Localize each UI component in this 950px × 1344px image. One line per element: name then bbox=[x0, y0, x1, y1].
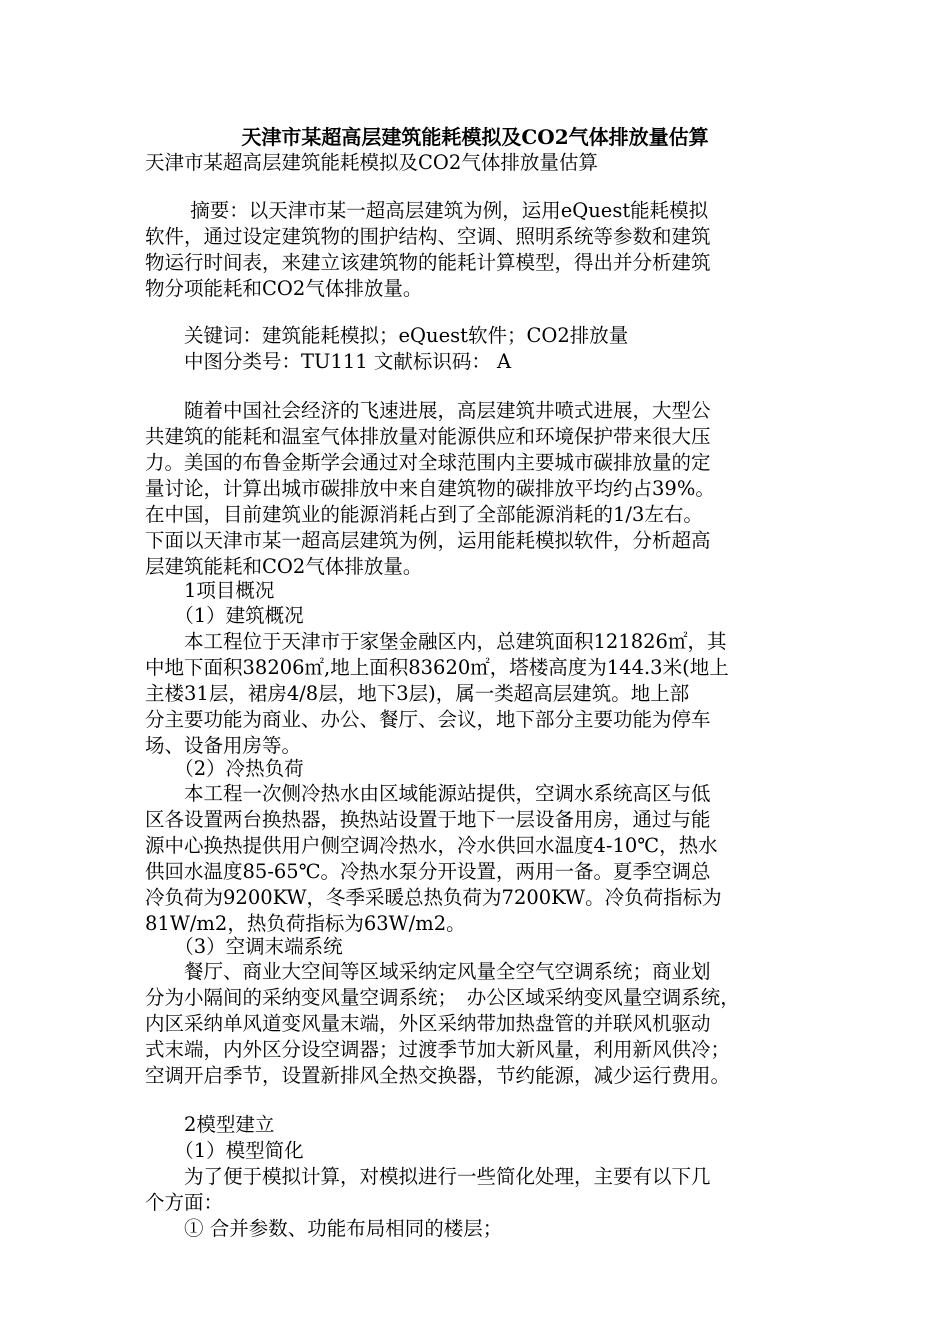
body-line: 下面以天津市某一超高层建筑为例，运用能耗模拟软件，分析超高 bbox=[145, 529, 711, 552]
body-line: 式末端，内外区分设空调器；过渡季节加大新风量，利用新风供冷； bbox=[145, 1038, 731, 1061]
body-line: 共建筑的能耗和温室气体排放量对能源供应和环境保护带来很大压 bbox=[145, 425, 711, 448]
body-line: 本工程位于天津市于家堡金融区内，总建筑面积121826㎡，其 bbox=[145, 630, 727, 653]
body-line: 随着中国社会经济的飞速进展，高层建筑井喷式进展，大型公 bbox=[145, 399, 711, 422]
body-line: 天津市某超高层建筑能耗模拟及CO2气体排放量估算 bbox=[145, 151, 598, 174]
section-heading: 1项目概况 bbox=[145, 579, 275, 602]
subsection-heading: （1）建筑概况 bbox=[145, 604, 304, 627]
body-line: 物分项能耗和CO2气体排放量。 bbox=[145, 277, 423, 300]
body-line: 区各设置两台换热器，换热站设置于地下一层设备用房，通过与能 bbox=[145, 808, 711, 831]
body-line: 源中心换热提供用户侧空调冷热水，冷水供回水温度4-10℃，热水 bbox=[145, 834, 718, 857]
body-line: 力。美国的布鲁金斯学会通过对全球范围内主要城市碳排放量的定 bbox=[145, 451, 711, 474]
classification-line: 中图分类号：TU111 文献标识码： A bbox=[145, 350, 512, 373]
body-line: 分为小隔间的采纳变风量空调系统； 办公区域采纳变风量空调系统， bbox=[145, 986, 740, 1009]
body-line: 摘要：以天津市某一超高层建筑为例，运用eQuest能耗模拟 bbox=[145, 199, 709, 222]
body-line: 本工程一次侧冷热水由区域能源站提供，空调水系统高区与低 bbox=[145, 782, 711, 805]
document-title: 天津市某超高层建筑能耗模拟及CO2气体排放量估算 bbox=[241, 125, 709, 149]
keywords-line: 关键词：建筑能耗模拟；eQuest软件；CO2排放量 bbox=[145, 324, 629, 347]
subsection-heading: （2）冷热负荷 bbox=[145, 757, 304, 780]
body-line: 供回水温度85-65℃。冷热水泵分开设置，两用一备。夏季空调总 bbox=[145, 860, 711, 883]
body-line: 层建筑能耗和CO2气体排放量。 bbox=[145, 555, 423, 578]
body-line: 物运行时间表，来建立该建筑物的能耗计算模型，得出并分析建筑 bbox=[145, 251, 711, 274]
body-line: 在中国，目前建筑业的能源消耗占到了全部能源消耗的1/3左右。 bbox=[145, 503, 703, 526]
body-line: 分主要功能为商业、办公、餐厅、会议，地下部分主要功能为停车 bbox=[145, 708, 711, 731]
subsection-heading: （1）模型简化 bbox=[145, 1139, 304, 1162]
body-line: 冷负荷为9200KW，冬季采暖总热负荷为7200KW。冷负荷指标为 bbox=[145, 886, 722, 909]
body-line: 81W/m2，热负荷指标为63W/m2。 bbox=[145, 912, 466, 935]
subsection-heading: （3）空调末端系统 bbox=[145, 935, 343, 958]
body-line: 软件，通过设定建筑物的围护结构、空调、照明系统等参数和建筑 bbox=[145, 225, 711, 248]
body-line: 中地下面积38206㎡,地上面积83620㎡，塔楼高度为144.3米(地上 bbox=[145, 656, 729, 679]
list-item: ① 合并参数、功能布局相同的楼层； bbox=[145, 1217, 503, 1240]
body-line: 个方面： bbox=[145, 1191, 224, 1214]
body-line: 场、设备用房等。 bbox=[145, 734, 302, 757]
body-line: 为了便于模拟计算，对模拟进行一些简化处理，主要有以下几 bbox=[145, 1165, 711, 1188]
body-line: 内区采纳单风道变风量末端，外区采纳带加热盘管的并联风机驱动 bbox=[145, 1012, 711, 1035]
body-line: 量讨论，计算出城市碳排放中来自建筑物的碳排放平均约占39%。 bbox=[145, 477, 715, 500]
body-line: 空调开启季节，设置新排风全热交换器，节约能源，减少运行费用。 bbox=[145, 1064, 731, 1087]
section-heading: 2模型建立 bbox=[145, 1113, 275, 1136]
body-line: 主楼31层，裙房4/8层，地下3层)，属一类超高层建筑。地上部 bbox=[145, 682, 690, 705]
body-line: 餐厅、商业大空间等区域采纳定风量全空气空调系统；商业划 bbox=[145, 960, 711, 983]
